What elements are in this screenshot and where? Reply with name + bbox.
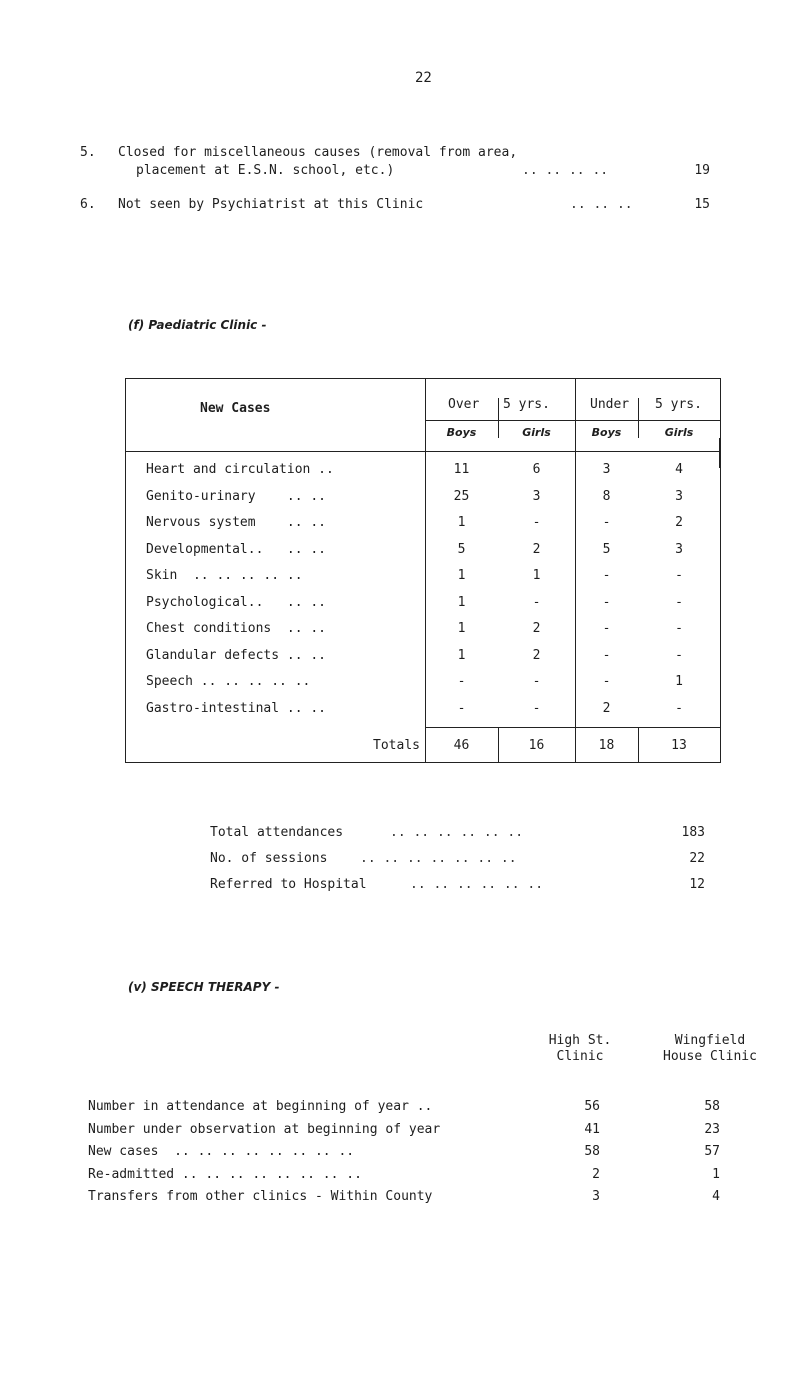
summary-label-sessions: No. of sessions: [210, 851, 328, 866]
header-under-5yrs: 5 yrs.: [655, 397, 702, 412]
item-5-text-line1: Closed for miscellaneous causes (removal from area,: [118, 145, 518, 160]
summary-leader-dots: .. .. .. .. .. .. ..: [360, 851, 517, 866]
table-row-label: Nervous system .. ..: [146, 515, 327, 530]
item-5-value: 19: [694, 163, 710, 178]
speech-row-label: Re-admitted .. .. .. .. .. .. .. ..: [88, 1167, 362, 1182]
table-cell: -: [602, 595, 611, 610]
paediatric-clinic-heading: (f) Paediatric Clinic -: [128, 318, 267, 332]
table-cell: -: [675, 595, 683, 610]
table-cell: 1: [457, 621, 466, 636]
table-rule: [425, 420, 720, 421]
table-row-label: Psychological.. .. ..: [146, 595, 327, 610]
table-cell: 3: [675, 542, 683, 557]
table-cell: 2: [602, 701, 611, 716]
table-cell: 4: [675, 462, 683, 477]
subheader-over-girls: Girls: [522, 426, 551, 439]
table-cell: -: [532, 674, 541, 689]
table-cell: -: [675, 701, 683, 716]
table-cell: -: [532, 595, 541, 610]
table-row-label: Glandular defects .. ..: [146, 648, 327, 663]
item-5-number: 5.: [80, 145, 96, 160]
table-cell: -: [532, 701, 541, 716]
speech-row-label: Number in attendance at beginning of year ..: [88, 1099, 433, 1114]
table-cell: -: [602, 568, 611, 583]
speech-value-wingfield: 23: [704, 1122, 720, 1137]
table-cell: 2: [532, 621, 541, 636]
table-row-label: Skin .. .. .. .. ..: [146, 568, 303, 583]
summary-label-referred: Referred to Hospital: [210, 877, 367, 892]
speech-value-high-st: 41: [584, 1122, 600, 1137]
speech-row-label: New cases .. .. .. .. .. .. .. ..: [88, 1144, 355, 1159]
table-divider: [498, 398, 499, 422]
speech-value-high-st: 56: [584, 1099, 600, 1114]
speech-value-high-st: 3: [592, 1189, 600, 1204]
table-cell: -: [457, 674, 466, 689]
table-cell: 25: [453, 489, 470, 504]
summary-value-attendances: 183: [681, 825, 705, 840]
table-cell: 3: [602, 462, 611, 477]
speech-therapy-heading: (v) SPEECH THERAPY -: [128, 980, 280, 994]
item-6-leader-dots: .. .. ..: [570, 197, 633, 212]
table-cell: -: [675, 568, 683, 583]
table-cell: 1: [457, 568, 466, 583]
table-rule: [425, 727, 720, 728]
subheader-under-boys: Boys: [591, 426, 622, 439]
speech-value-wingfield: 1: [712, 1167, 720, 1182]
speech-row-label: Number under observation at beginning of year: [88, 1122, 441, 1137]
table-cell: 2: [675, 515, 683, 530]
total-under-girls: 13: [671, 738, 687, 753]
col-high-st-line2: Clinic: [556, 1049, 604, 1064]
table-cell: -: [602, 515, 611, 530]
table-cell: 1: [532, 568, 541, 583]
table-cell: 2: [532, 648, 541, 663]
speech-value-wingfield: 57: [704, 1144, 720, 1159]
speech-value-wingfield: 58: [704, 1099, 720, 1114]
total-over-girls: 16: [528, 738, 545, 753]
item-6-number: 6.: [80, 197, 96, 212]
col-wingfield-line1: Wingfield: [674, 1033, 746, 1048]
table-row-label: Speech .. .. .. .. ..: [146, 674, 311, 689]
table-corner-header: New Cases: [200, 401, 271, 416]
item-5-leader-dots: .. .. .. ..: [522, 163, 609, 178]
table-cell: 3: [532, 489, 541, 504]
page-number: 22: [415, 70, 432, 86]
summary-leader-dots: .. .. .. .. .. ..: [410, 877, 544, 892]
col-wingfield-line2: House Clinic: [663, 1049, 757, 1064]
table-cell: -: [602, 621, 611, 636]
speech-row-label: Transfers from other clinics - Within County: [88, 1189, 433, 1204]
table-cell: 6: [532, 462, 541, 477]
summary-value-referred: 12: [689, 877, 705, 892]
table-cell: 3: [675, 489, 683, 504]
header-under: Under: [590, 397, 630, 412]
table-cell: -: [675, 621, 683, 636]
speech-value-wingfield: 4: [712, 1189, 720, 1204]
table-cell: 5: [602, 542, 611, 557]
table-row-label: Developmental.. .. ..: [146, 542, 327, 557]
table-row-label: Heart and circulation ..: [146, 462, 334, 477]
table-cell: 1: [675, 674, 683, 689]
summary-label-attendances: Total attendances: [210, 825, 344, 840]
item-6-value: 15: [694, 197, 710, 212]
summary-leader-dots: .. .. .. .. .. ..: [390, 825, 524, 840]
table-cell: -: [532, 515, 541, 530]
table-row-label: Genito-urinary .. ..: [146, 489, 327, 504]
item-5-text-line2: placement at E.S.N. school, etc.): [136, 163, 395, 178]
table-cell: 1: [457, 595, 466, 610]
table-cell: 11: [453, 462, 470, 477]
table-cell: -: [675, 648, 683, 663]
col-high-st-line1: High St.: [548, 1033, 612, 1048]
subheader-under-girls: Girls: [664, 426, 694, 439]
speech-value-high-st: 58: [584, 1144, 600, 1159]
totals-label: Totals: [373, 738, 420, 753]
table-row-label: Gastro-intestinal .. ..: [146, 701, 327, 716]
total-over-boys: 46: [453, 738, 470, 753]
summary-value-sessions: 22: [689, 851, 705, 866]
table-cell: 1: [457, 648, 466, 663]
subheader-over-boys: Boys: [446, 426, 477, 439]
header-over: Over: [448, 397, 480, 412]
table-cell: 5: [457, 542, 466, 557]
speech-value-high-st: 2: [592, 1167, 600, 1182]
table-row-label: Chest conditions .. ..: [146, 621, 327, 636]
table-cell: -: [457, 701, 466, 716]
table-cell: 8: [602, 489, 611, 504]
table-cell: 2: [532, 542, 541, 557]
item-6-text: Not seen by Psychiatrist at this Clinic: [118, 197, 424, 212]
header-over-5yrs: 5 yrs.: [503, 397, 550, 412]
table-rule: [125, 451, 720, 452]
table-cell: 1: [457, 515, 466, 530]
table-cell: -: [602, 648, 611, 663]
total-under-boys: 18: [598, 738, 615, 753]
table-cell: -: [602, 674, 611, 689]
